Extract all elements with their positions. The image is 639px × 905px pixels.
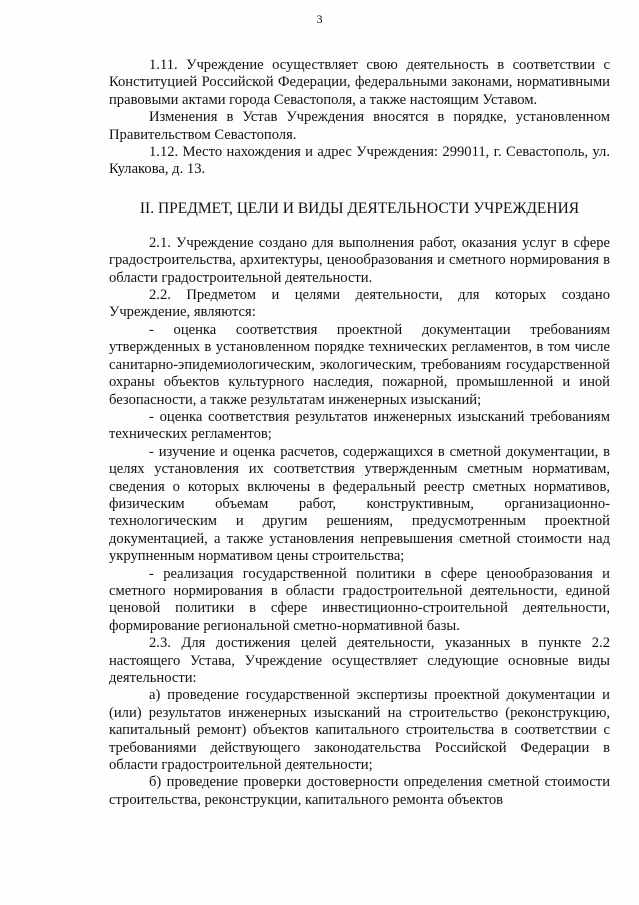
paragraph-2-1: 2.1. Учреждение создано для выполнения работ, оказания услуг в сфере градостроительства, архитектуры, ценообразования и сметного нормирования в области градостроительной деятельности. [109, 234, 610, 286]
list-item-estimate-review: - изучение и оценка расчетов, содержащихся в сметной документации, в целях установления их соответствия утвержденным сметным нормативам, сведения о которых включены в федеральный реестр сметных нормативов, физическим объемам работ, конструктивным, организационно-технологическим и другим решениям, предусмотренным проектной документацией, а также установления непревышения сметной стоимости над укрупненным нормативом цены строительства; [109, 443, 610, 565]
activity-item-a: а) проведение государственной экспертизы проектной документации и (или) результатов инженерных изысканий на строительство (реконструкцию, капитальный ремонт) объектов капитального строительства в соответствии с требованиями действующего законодательства Российской Федерации в области градостроительной деятельности; [109, 687, 610, 774]
paragraph-1-12: 1.12. Место нахождения и адрес Учреждения: 299011, г. Севастополь, ул. Кулакова, д. 13. [109, 144, 610, 178]
paragraph-1-11: 1.11. Учреждение осуществляет свою деятельность в соответствии с Конституцией Российской Федерации, федеральными законами, нормативными правовыми актами города Севастополя, а также настоящим Уставом. [109, 57, 610, 108]
paragraph-charter-changes: Изменения в Устав Учреждения вносятся в порядке, установленном Правительством Севастополя. [109, 109, 610, 143]
list-item-survey-assessment: - оценка соответствия результатов инженерных изысканий требованиям технических регламентов; [109, 408, 610, 443]
activity-item-b: б) проведение проверки достоверности определения сметной стоимости строительства, реконструкции, капитального ремонта объектов [109, 774, 610, 808]
list-item-design-assessment: - оценка соответствия проектной документации требованиям утвержденных в установленном порядке технических регламентов, в том числе санитарно-эпидемиологическим, экологическим, требованиям государственной охраны объектов культурного наследия, пожарной, промышленной и иной безопасности, а также результатам инженерных изысканий; [109, 321, 610, 408]
document-body [109, 57, 610, 809]
section-heading: II. ПРЕДМЕТ, ЦЕЛИ И ВИДЫ ДЕЯТЕЛЬНОСТИ УЧРЕЖДЕНИЯ [139, 199, 580, 217]
paragraph-2-2: 2.2. Предметом и целями деятельности, для которых создано Учреждение, являются: [109, 287, 610, 321]
page-number: 3 [316, 12, 323, 26]
list-item-pricing-policy: - реализация государственной политики в сфере ценообразования и сметного нормирования в области градостроительной деятельности, единой ценовой политики в сфере инвестиционно-строительной деятельности, формирование региональной сметно-нормативной базы. [109, 565, 610, 634]
paragraph-2-3: 2.3. Для достижения целей деятельности, указанных в пункте 2.2 настоящего Устава, Учреждение осуществляет следующие основные виды деятельности: [109, 635, 610, 686]
